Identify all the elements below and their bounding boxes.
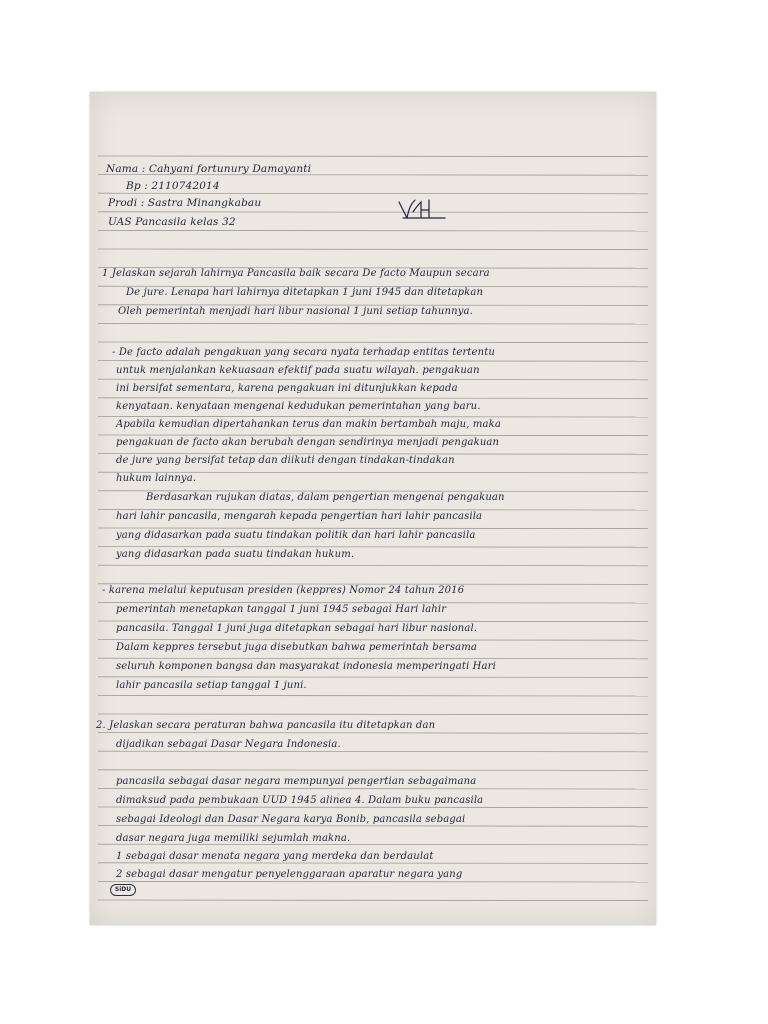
- body-line-15: yang didasarkan pada suatu tindakan hukum.: [116, 549, 355, 560]
- ruled-line: [98, 156, 648, 157]
- body-line-4: - De facto adalah pengakuan yang secara nyata terhadap entitas tertentu: [112, 347, 495, 358]
- body-line-22: 2. Jelaskan secara peraturan bahwa pancasila itu ditetapkan dan: [96, 720, 436, 731]
- bp-line: Bp : 2110742014: [126, 180, 220, 192]
- ruled-line: [98, 658, 648, 659]
- ruled-line: [98, 900, 648, 901]
- body-line-7: kenyataan. kenyataan mengenai kedudukan pemerintahan yang baru.: [116, 401, 481, 412]
- ruled-line: [98, 770, 648, 771]
- prodi-line: Prodi : Sastra Minangkabau: [108, 197, 262, 209]
- ruled-line: [98, 565, 648, 566]
- notebook-page: [90, 92, 656, 925]
- ruled-line: [98, 881, 648, 882]
- ruled-line: [98, 528, 648, 529]
- body-line-28: 1 sebagai dasar menata negara yang merdeka dan berdaulat: [116, 851, 434, 862]
- body-line-27: dasar negara juga memiliki sejumlah makna.: [116, 833, 351, 844]
- notebook-brand-mark: SiDU: [110, 884, 136, 896]
- body-line-1: 1 Jelaskan sejarah lahirnya Pancasila baik secara De facto Maupun secara: [102, 268, 490, 279]
- ruled-line: [98, 416, 648, 417]
- body-line-13: hari lahir pancasila, mengarah kepada pengertian hari lahir pancasila: [116, 511, 483, 522]
- handwritten-signature: [395, 196, 455, 222]
- body-line-10: de jure yang bersifat tetap dan diikuti dengan tindakan-tindakan: [116, 455, 455, 466]
- ruled-line: [98, 361, 648, 362]
- ruled-line: [98, 212, 648, 213]
- ruled-line: [98, 695, 648, 696]
- ruled-line: [98, 509, 648, 510]
- body-line-14: yang didasarkan pada suatu tindakan politik dan hari lahir pancasila: [116, 530, 476, 541]
- ruled-line: [98, 547, 648, 548]
- body-line-23: dijadikan sebagai Dasar Negara Indonesia.: [116, 739, 341, 750]
- body-line-6: ini bersifat sementara, karena pengakuan ini ditunjukkan kepada: [116, 383, 458, 394]
- body-line-3: Oleh pemerintah menjadi hari libur nasional 1 juni setiap tahunnya.: [118, 306, 473, 317]
- ruled-line: [98, 230, 648, 231]
- body-line-2: De jure. Lenapa hari lahirnya ditetapkan 1 juni 1945 dan ditetapkan: [126, 287, 484, 298]
- body-line-17: pemerintah menetapkan tanggal 1 juni 1945 sebagai Hari lahir: [116, 604, 447, 615]
- body-line-8: Apabila kemudian dipertahankan terus dan makin bertambah maju, maka: [116, 419, 501, 430]
- body-line-16: - karena melalui keputusan presiden (keppres) Nomor 24 tahun 2016: [102, 585, 465, 596]
- body-line-9: pengakuan de facto akan berubah dengan sendirinya menjadi pengakuan: [116, 437, 500, 448]
- ruled-line: [98, 714, 648, 715]
- body-line-24: pancasila sebagai dasar negara mempunyai pengertian sebagaimana: [116, 776, 477, 787]
- ruled-line: [98, 640, 648, 641]
- body-line-18: pancasila. Tanggal 1 juni juga ditetapkan sebagai hari libur nasional.: [116, 623, 478, 634]
- ruled-line: [98, 342, 648, 343]
- ruled-line: [98, 323, 648, 324]
- ruled-line: [98, 621, 648, 622]
- body-line-5: untuk menjalankan kekuasaan efektif pada suatu wilayah. pengakuan: [116, 365, 480, 376]
- ruled-line: [98, 733, 648, 734]
- body-line-21: lahir pancasila setiap tanggal 1 juni.: [116, 680, 307, 691]
- body-line-25: dimaksud pada pembukaan UUD 1945 alinea 4. Dalam buku pancasila: [116, 795, 484, 806]
- body-line-19: Dalam keppres tersebut juga disebutkan bahwa pemerintah bersama: [116, 642, 477, 653]
- body-line-20: seluruh komponen bangsa dan masyarakat indonesia memperingati Hari: [116, 661, 496, 672]
- ruled-line: [98, 788, 648, 789]
- uas-line: UAS Pancasila kelas 32: [108, 216, 236, 228]
- ruled-line: [98, 435, 648, 436]
- ruled-line: [98, 751, 648, 752]
- ruled-line: [98, 807, 648, 808]
- ruled-line: [98, 677, 648, 678]
- body-line-29: 2 sebagai dasar mengatur penyelenggaraan aparatur negara yang: [116, 869, 463, 880]
- ruled-line: [98, 398, 648, 399]
- ruled-line: [98, 249, 648, 250]
- body-line-12: Berdasarkan rujukan diatas, dalam pengertian mengenai pengakuan: [146, 492, 505, 503]
- ruled-line: [98, 193, 648, 194]
- body-line-26: sebagai Ideologi dan Dasar Negara karya Bonib, pancasila sebagai: [116, 814, 466, 825]
- name-line: Nama : Cahyani fortunury Damayanti: [106, 163, 312, 175]
- body-line-11: hukum lainnya.: [116, 473, 197, 484]
- ruled-line: [98, 602, 648, 603]
- ruled-line: [98, 379, 648, 380]
